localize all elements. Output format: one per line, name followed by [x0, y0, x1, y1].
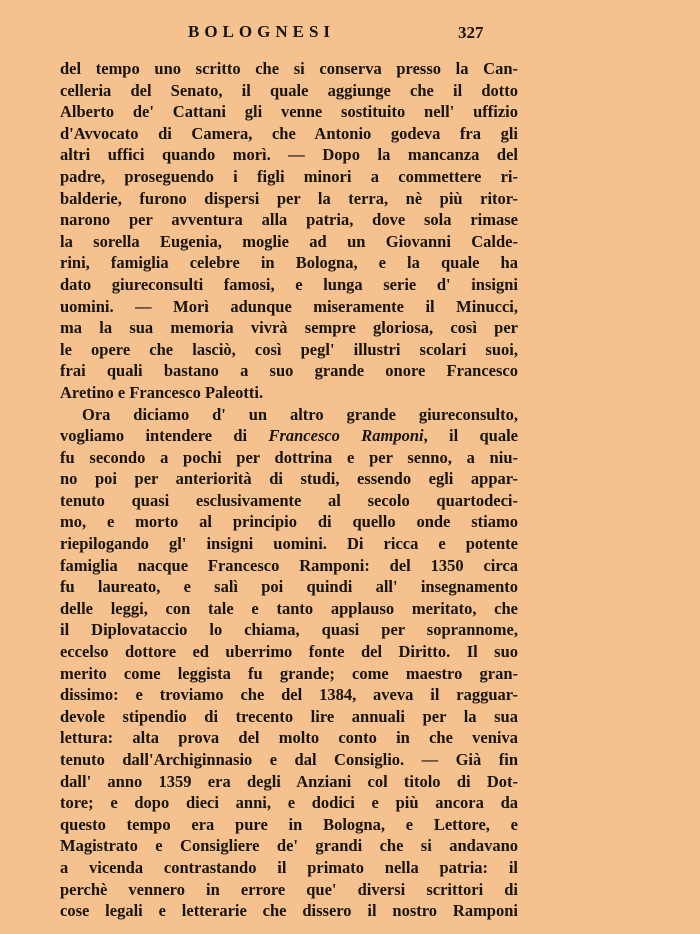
- text-line: mo, e morto al principio di quello onde stiamo: [60, 512, 518, 532]
- running-head: BOLOGNESI: [188, 22, 336, 41]
- text-line: la sorella Eugenia, moglie ad un Giovanni Calde-: [60, 231, 518, 251]
- text-line: le opere che lasciò, così pegl' illustri scolari suoi,: [60, 339, 518, 359]
- text-line: Magistrato e Consigliere de' grandi che si andavano: [60, 836, 518, 856]
- text-line: eccelso dottore ed uberrimo fonte del Diritto. Il suo: [60, 642, 518, 662]
- text-line: altri uffici quando morì. — Dopo la mancanza del: [60, 145, 518, 165]
- paragraph-1: [60, 58, 518, 404]
- text-line: merito come leggista fu grande; come maestro gran-: [60, 663, 518, 683]
- text-line: questo tempo era pure in Bologna, e Lettore, e: [60, 814, 518, 834]
- text-line: tenuto quasi esclusivamente al secolo quartodeci-: [60, 490, 518, 510]
- text-line: frai quali bastano a suo grande onore Francesco: [60, 361, 518, 381]
- text-line: d'Avvocato di Camera, che Antonio godeva fra gli: [60, 123, 518, 143]
- text-line: cose legali e letterarie che dissero il nostro Ramponi: [60, 901, 518, 921]
- body-text: [60, 58, 518, 922]
- text-line: narono per avventura alla patria, dove sola rimase: [60, 210, 518, 230]
- text-line: tenuto dall'Archiginnasio e dal Consiglio. — Già fin: [60, 750, 518, 769]
- text-line: tore; e dopo dieci anni, e dodici e più ancora da: [60, 793, 518, 813]
- text-line: uomini. — Morì adunque miseramente il Minucci,: [60, 296, 518, 316]
- text-line: riepilogando gl' insigni uomini. Di ricca e potente: [60, 534, 518, 554]
- text-line: fu laureato, e salì poi quindi all' insegnamento: [60, 577, 518, 597]
- text-line: ma la sua memoria vivrà sempre gloriosa, così per: [60, 318, 518, 338]
- text-line: del tempo uno scritto che si conserva presso la Can-: [60, 59, 518, 78]
- text-line: rini, famiglia celebre in Bologna, e la quale ha: [60, 253, 518, 273]
- italic-name: Francesco Ramponi: [268, 426, 424, 446]
- text-line: lettura: alta prova del molto conto in che veniva: [60, 728, 518, 748]
- text-line: Aretino e Francesco Paleotti.: [60, 382, 264, 402]
- text-line: perchè vennero in errore que' diversi scrittori di: [60, 879, 518, 899]
- text-line: dissimo: e troviamo che del 1384, aveva il ragguar-: [60, 685, 518, 705]
- text-line: Alberto de' Cattani gli venne sostituito nell' uffizio: [60, 102, 518, 122]
- text-line: dall' anno 1359 era degli Anziani col titolo di Dot-: [60, 771, 518, 791]
- page-number: 327: [458, 23, 484, 42]
- text-line: fu secondo a pochi per dottrina e per senno, a niu-: [60, 447, 518, 467]
- text-line: padre, proseguendo i figli minori a commettere ri-: [60, 166, 518, 186]
- text-fragment: vogliamo intendere di: [60, 426, 269, 446]
- text-line: celleria del Senato, il quale aggiunge che il dotto: [60, 80, 518, 100]
- text-line: balderie, furono dispersi per la terra, nè più ritor-: [60, 188, 518, 208]
- paragraph-2: [60, 447, 518, 922]
- text-line: delle leggi, con tale e tanto applauso meritato, che: [60, 598, 518, 618]
- text-line: famiglia nacque Francesco Ramponi: del 1350 circa: [60, 555, 518, 575]
- text-line: no poi per anteriorità di studi, essendo egli appar-: [60, 469, 518, 489]
- text-line: dato giureconsulti famosi, e lunga serie d' insigni: [60, 274, 518, 294]
- text-fragment: , il quale: [423, 426, 518, 446]
- text-line: il Diplovataccio lo chiama, quasi per soprannome,: [60, 620, 518, 640]
- text-line: a vicenda contrastando il primato nella patria: il: [60, 857, 518, 877]
- text-line: Ora diciamo d' un altro grande giureconsulto,: [82, 404, 518, 424]
- text-line: [60, 425, 518, 447]
- text-line: devole stipendio di trecento lire annuali per la sua: [60, 706, 518, 726]
